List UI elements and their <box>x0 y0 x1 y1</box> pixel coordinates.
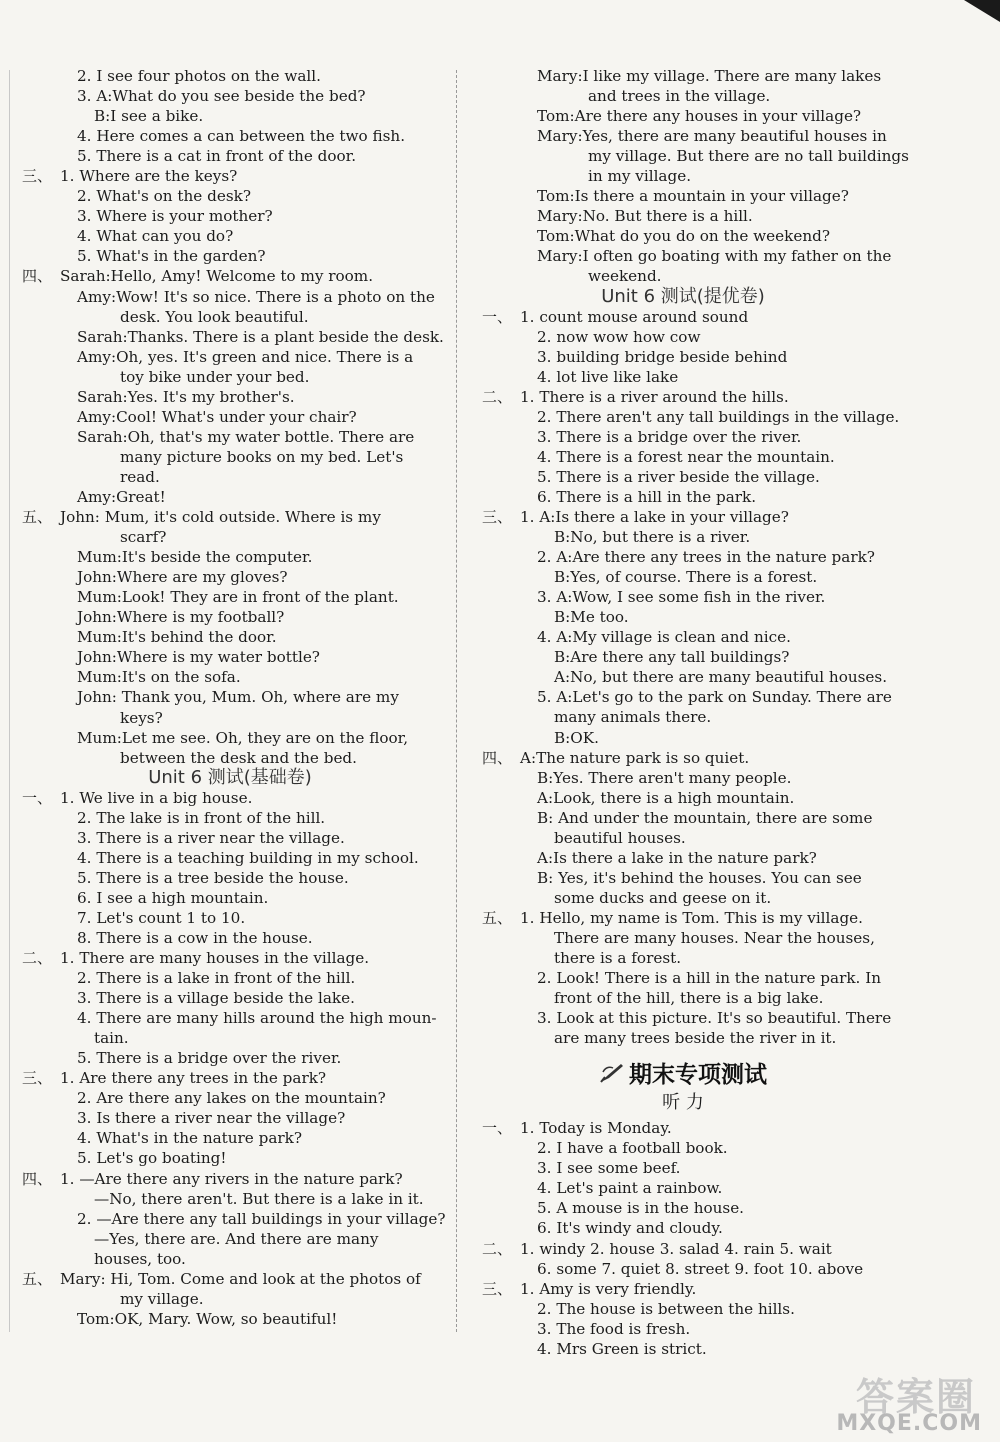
answer-line: Mum:It's on the sofa. <box>77 668 241 687</box>
answer-section <box>478 748 888 908</box>
column-divider <box>456 70 457 1332</box>
right-column <box>478 66 909 1359</box>
answer-section <box>18 1269 442 1329</box>
listening-heading: 听 力 <box>662 1092 704 1114</box>
answer-line: my village. <box>120 1289 204 1308</box>
watermark-url: MXQE.COM <box>836 1411 982 1436</box>
answer-line: Sarah:Thanks. There is a plant beside the desk. <box>77 327 444 346</box>
answer-line: 3. There is a bridge over the river. <box>537 427 802 446</box>
answer-line: There are many houses. Near the houses, <box>554 928 875 947</box>
answer-line: Amy:Oh, yes. It's green and nice. There is a <box>77 347 414 366</box>
watermark-logo: 答案圈 <box>855 1375 976 1419</box>
answer-line: houses, too. <box>94 1249 186 1268</box>
section-number: 三、 <box>482 1279 513 1298</box>
answer-line: A:Is there a lake in the nature park? <box>537 848 817 867</box>
answer-line: John: Mum, it's cold outside. Where is my <box>60 508 381 527</box>
answer-line: 3. The food is fresh. <box>537 1319 691 1338</box>
answer-line: Mary:No. But there is a hill. <box>537 207 753 226</box>
section-number: 五、 <box>22 508 53 527</box>
answer-line: Mum:Let me see. Oh, they are on the floor, <box>77 728 409 747</box>
section-number: 二、 <box>482 1239 513 1258</box>
answer-line: 2. I see four photos on the wall. <box>77 67 321 85</box>
answer-line: 1. Where are the keys? <box>60 167 238 186</box>
answer-line: Mary:Yes, there are many beautiful houses in <box>537 127 887 146</box>
left-edge-line <box>9 70 10 1332</box>
answer-line: 2. There aren't any tall buildings in the village. <box>537 407 900 426</box>
answer-section <box>18 1068 442 1168</box>
answer-line: between the desk and the bed. <box>120 748 357 767</box>
answer-line: 1. Today is Monday. <box>520 1119 672 1138</box>
section-number: 一、 <box>22 788 53 807</box>
answer-line: 1. There is a river around the hills. <box>520 387 789 406</box>
answer-line: 4. What can you do? <box>77 227 234 246</box>
answer-line: beautiful houses. <box>554 828 686 847</box>
answer-line: B: And under the mountain, there are some <box>537 808 873 827</box>
answer-line: there is a forest. <box>554 949 682 968</box>
section-number: 三、 <box>482 507 513 526</box>
answer-line: Sarah:Oh, that's my water bottle. There are <box>77 427 415 446</box>
answer-line: 6. There is a hill in the park. <box>537 487 757 506</box>
answer-line: 6. I see a high mountain. <box>77 888 269 907</box>
answer-line: Mum:It's beside the computer. <box>77 548 313 567</box>
answer-section <box>478 387 900 507</box>
answer-line: John:Where is my water bottle? <box>77 648 320 667</box>
answer-line: John:Where is my football? <box>77 608 285 627</box>
answer-section <box>478 1118 888 1238</box>
answer-line: 1. Amy is very friendly. <box>520 1279 697 1298</box>
unit-test-heading: Unit 6 测试(提优卷) <box>601 285 765 307</box>
answer-line: 4. Here comes a can between the two fish. <box>77 127 406 146</box>
answer-line: 4. A:My village is clean and nice. <box>537 628 791 647</box>
answer-line: 5. There is a cat in front of the door. <box>77 147 357 166</box>
answer-line: 4. What's in the nature park? <box>77 1129 303 1148</box>
section-number: 四、 <box>482 748 513 767</box>
answer-line: B:Are there any tall buildings? <box>554 648 790 667</box>
answer-line: 2. There is a lake in front of the hill. <box>77 969 356 988</box>
answer-line: 2. What's on the desk? <box>77 187 251 206</box>
answer-line: my village. But there are no tall buildings <box>588 147 909 166</box>
answer-line: Amy:Cool! What's under your chair? <box>77 407 357 426</box>
answer-line: many picture books on my bed. Let's <box>120 447 404 466</box>
section-number: 二、 <box>22 949 53 968</box>
answer-line: 1. Hello, my name is Tom. This is my village. <box>520 908 863 927</box>
answer-line: 5. A:Let's go to the park on Sunday. There are <box>537 688 892 707</box>
pen-icon <box>599 1062 625 1084</box>
left-column <box>18 66 446 1329</box>
answer-line: Amy:Great! <box>77 487 166 506</box>
answer-section <box>478 908 892 1048</box>
answer-line: 2. Look! There is a hill in the nature park. In <box>537 969 881 988</box>
answer-section <box>18 266 442 507</box>
answer-line: tain. <box>94 1029 129 1048</box>
answer-line: B:I see a bike. <box>94 107 204 126</box>
answer-line: —No, there aren't. But there is a lake in it. <box>94 1189 424 1208</box>
answer-line: front of the hill, there is a big lake. <box>554 989 824 1008</box>
answer-line: B:Me too. <box>554 608 629 627</box>
answer-section <box>18 948 442 1068</box>
section-number: 一、 <box>482 307 513 326</box>
section-banner <box>478 1056 888 1090</box>
answer-line: A:The nature park is so quiet. <box>520 748 750 767</box>
answer-line: Tom:Is there a mountain in your village? <box>537 187 849 206</box>
answer-line: read. <box>120 467 160 486</box>
answer-line: desk. You look beautiful. <box>120 307 309 326</box>
answer-line: 2. A:Are there any trees in the nature park? <box>537 548 875 567</box>
answer-line: 1. —Are there any rivers in the nature park? <box>60 1169 403 1188</box>
answer-line: —Yes, there are. And there are many <box>94 1229 379 1248</box>
answer-line: toy bike under your bed. <box>120 367 310 386</box>
answer-line: 3. Where is your mother? <box>77 207 273 226</box>
answer-line: A:Look, there is a high mountain. <box>537 788 795 807</box>
answer-section <box>478 1239 888 1279</box>
answer-line: B:Yes, of course. There is a forest. <box>554 568 818 587</box>
answer-line: Tom:Are there any houses in your village? <box>537 107 862 126</box>
answer-line: 3. A:What do you see beside the bed? <box>77 87 366 106</box>
section-number: 五、 <box>22 1269 53 1288</box>
answer-line: 4. There is a forest near the mountain. <box>537 447 835 466</box>
answer-line: 5. There is a river beside the village. <box>537 467 820 486</box>
answer-line: 1. We live in a big house. <box>60 788 253 807</box>
answer-line: 4. Mrs Green is strict. <box>537 1339 707 1358</box>
answer-line: weekend. <box>588 267 662 286</box>
answer-line: 8. There is a cow in the house. <box>77 928 313 947</box>
answer-line: 6. It's windy and cloudy. <box>537 1219 723 1238</box>
answer-line: B:OK. <box>554 728 599 747</box>
section-number: 四、 <box>22 1169 53 1188</box>
answer-line: Tom:OK, Mary. Wow, so beautiful! <box>77 1309 338 1328</box>
answer-line: 3. I see some beef. <box>537 1159 681 1178</box>
answer-section <box>478 507 892 748</box>
banner-title: 期末专项测试 <box>629 1062 767 1089</box>
answer-line: 2. now wow how cow <box>537 327 701 346</box>
answer-line: in my village. <box>588 167 692 186</box>
answer-line: 3. Look at this picture. It's so beautiful. There <box>537 1009 892 1028</box>
answer-line: 2. The house is between the hills. <box>537 1299 795 1318</box>
answer-section <box>18 1169 446 1269</box>
answer-line: 5. What's in the garden? <box>77 247 266 266</box>
answer-line: 5. Let's go boating! <box>77 1149 227 1168</box>
answer-line: 3. There is a river near the village. <box>77 828 345 847</box>
answer-line: 1. Are there any trees in the park? <box>60 1069 327 1088</box>
page-corner-mark <box>964 0 1000 22</box>
answer-line: 5. There is a bridge over the river. <box>77 1049 342 1068</box>
section-number: 二、 <box>482 387 513 406</box>
answer-line: Mary:I like my village. There are many lakes <box>537 67 882 85</box>
answer-line: Sarah:Yes. It's my brother's. <box>77 387 295 406</box>
answer-line: John:Where are my gloves? <box>77 568 288 587</box>
answer-line: keys? <box>120 708 163 727</box>
answer-line: 4. There are many hills around the high moun- <box>77 1009 437 1028</box>
answer-section <box>18 507 442 768</box>
watermark <box>802 1366 982 1436</box>
answer-line: 3. There is a village beside the lake. <box>77 989 355 1008</box>
answer-section <box>18 788 442 948</box>
answer-line: 4. lot live like lake <box>537 367 679 386</box>
answer-line: and trees in the village. <box>588 87 771 106</box>
answer-line: Mum:It's behind the door. <box>77 628 277 647</box>
answer-line: 4. There is a teaching building in my school. <box>77 848 419 867</box>
answer-line: B:No, but there is a river. <box>554 528 751 547</box>
answer-line: 1. There are many houses in the village. <box>60 949 370 968</box>
answer-line: 7. Let's count 1 to 10. <box>77 908 246 927</box>
answer-line: B: Yes, it's behind the houses. You can see <box>537 868 862 887</box>
answer-line: Mary: Hi, Tom. Come and look at the photos of <box>60 1269 421 1288</box>
answer-line: are many trees beside the river in it. <box>554 1029 837 1048</box>
section-number: 四、 <box>22 267 53 286</box>
answer-line: 1. windy 2. house 3. salad 4. rain 5. wait <box>520 1239 832 1258</box>
answer-line: 6. some 7. quiet 8. street 9. foot 10. above <box>537 1259 864 1278</box>
answer-section <box>478 307 888 387</box>
answer-line: Tom:What do you do on the weekend? <box>537 227 830 246</box>
answer-line: Amy:Wow! It's so nice. There is a photo on the <box>77 287 435 306</box>
answer-line: 2. I have a football book. <box>537 1139 728 1158</box>
answer-line: 5. A mouse is in the house. <box>537 1199 745 1218</box>
answer-line: A:No, but there are many beautiful houses. <box>554 668 888 687</box>
answer-line: 2. The lake is in front of the hill. <box>77 808 326 827</box>
answer-line: 3. building bridge beside behind <box>537 347 788 366</box>
answer-line: 4. Let's paint a rainbow. <box>537 1179 723 1198</box>
answer-line: 2. —Are there any tall buildings in your village? <box>77 1209 446 1228</box>
answer-line: 3. A:Wow, I see some fish in the river. <box>537 588 826 607</box>
section-number: 五、 <box>482 908 513 927</box>
answer-section <box>18 66 442 166</box>
answer-line: scarf? <box>120 528 167 547</box>
answer-line: Mary:I often go boating with my father on the <box>537 247 892 266</box>
section-number: 三、 <box>22 1069 53 1088</box>
unit-test-heading: Unit 6 测试(基础卷) <box>148 766 312 788</box>
answer-section <box>18 166 442 266</box>
answer-line: 1. A:Is there a lake in your village? <box>520 507 789 526</box>
answer-line: Mum:Look! They are in front of the plant. <box>77 588 399 607</box>
section-number: 一、 <box>482 1119 513 1138</box>
answer-line: 3. Is there a river near the village? <box>77 1109 346 1128</box>
answer-line: 2. Are there any lakes on the mountain? <box>77 1089 386 1108</box>
answer-line: 5. There is a tree beside the house. <box>77 868 349 887</box>
answer-section <box>478 1279 888 1359</box>
answer-line: Sarah:Hello, Amy! Welcome to my room. <box>60 267 374 286</box>
answer-line: many animals there. <box>554 708 712 727</box>
answer-line: B:Yes. There aren't many people. <box>537 768 792 787</box>
answer-section <box>478 66 909 287</box>
answer-line: 1. count mouse around sound <box>520 307 749 326</box>
answer-line: some ducks and geese on it. <box>554 888 772 907</box>
answer-line: John: Thank you, Mum. Oh, where are my <box>77 688 399 707</box>
section-number: 三、 <box>22 167 53 186</box>
